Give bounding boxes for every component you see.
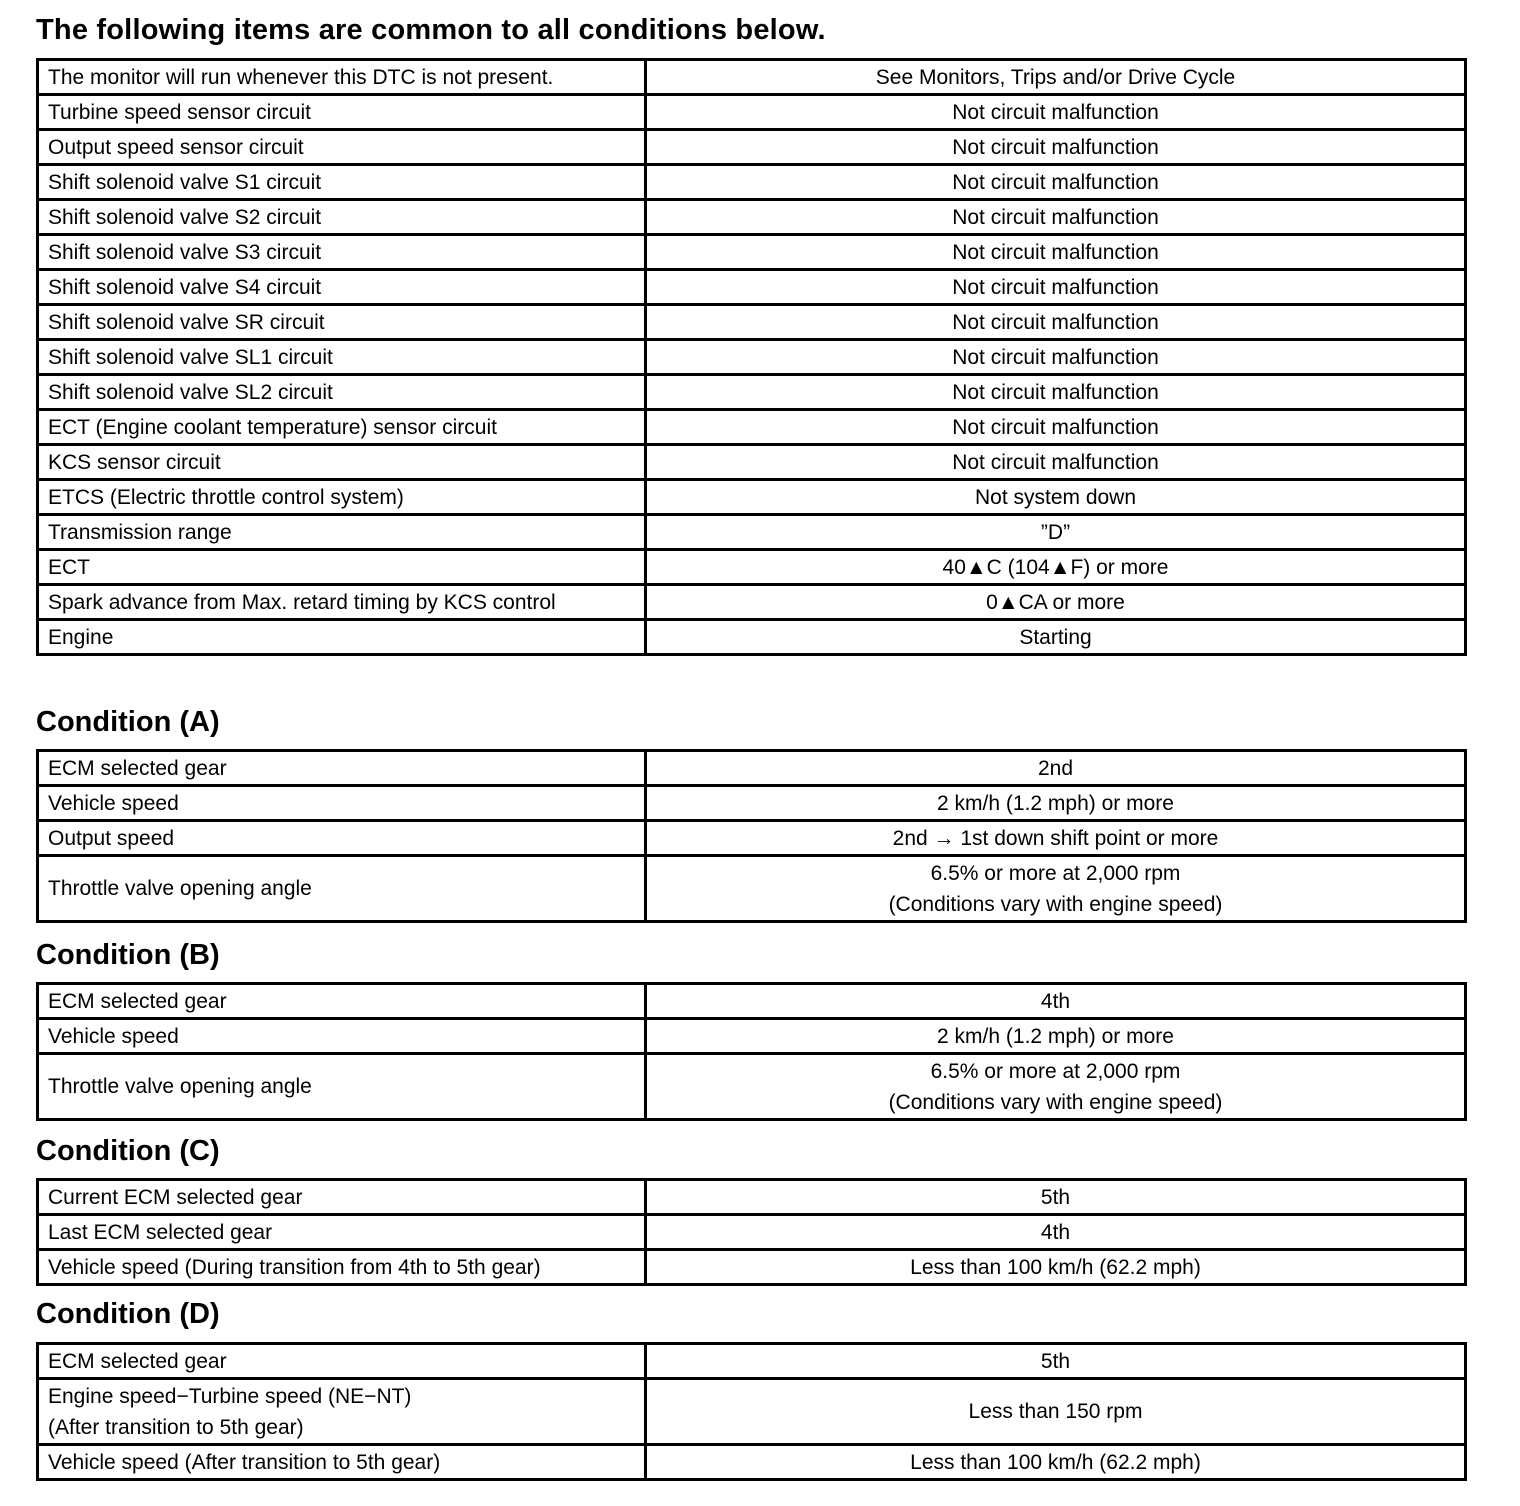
value-cell: Not circuit malfunction (646, 410, 1466, 445)
value-cell: 2nd (646, 751, 1466, 786)
table-row (38, 1379, 1466, 1445)
item-cell: Shift solenoid valve SL1 circuit (38, 340, 646, 375)
condition-a-table (36, 749, 1467, 923)
item-cell: ECT (Engine coolant temperature) sensor circuit (38, 410, 646, 445)
table-row (38, 620, 1466, 655)
value-cell (646, 1054, 1466, 1120)
value-cell: Starting (646, 620, 1466, 655)
table-row (38, 340, 1466, 375)
value-cell: Not circuit malfunction (646, 165, 1466, 200)
item-cell: Transmission range (38, 515, 646, 550)
value-cell: Less than 150 rpm (646, 1379, 1466, 1445)
item-cell: Vehicle speed (38, 1019, 646, 1054)
value-cell: Not circuit malfunction (646, 305, 1466, 340)
value-cell: 5th (646, 1180, 1466, 1215)
value-cell: 5th (646, 1344, 1466, 1379)
table-row (38, 235, 1466, 270)
table-row (38, 1250, 1466, 1285)
item-cell: Throttle valve opening angle (38, 1054, 646, 1120)
condition-b-title: Condition (B) (36, 939, 220, 971)
item-cell: Output speed sensor circuit (38, 130, 646, 165)
table-row (38, 305, 1466, 340)
value-cell: Not circuit malfunction (646, 270, 1466, 305)
value-cell: 40▲C (104▲F) or more (646, 550, 1466, 585)
table-row (38, 751, 1466, 786)
item-cell: ECM selected gear (38, 984, 646, 1019)
value-cell: 0▲CA or more (646, 585, 1466, 620)
table-row (38, 1180, 1466, 1215)
item-cell: Spark advance from Max. retard timing by KCS control (38, 585, 646, 620)
condition-c-table (36, 1178, 1467, 1286)
item-cell: Throttle valve opening angle (38, 856, 646, 922)
table-row (38, 130, 1466, 165)
item-cell: Output speed (38, 821, 646, 856)
condition-b-table (36, 982, 1467, 1121)
value-cell: Less than 100 km/h (62.2 mph) (646, 1445, 1466, 1480)
value-cell: 2 km/h (1.2 mph) or more (646, 1019, 1466, 1054)
table-row (38, 1019, 1466, 1054)
condition-a-title: Condition (A) (36, 706, 220, 738)
table-row (38, 1344, 1466, 1379)
value-cell: See Monitors, Trips and/or Drive Cycle (646, 60, 1466, 95)
value-cell: 2nd → 1st down shift point or more (646, 821, 1466, 856)
item-cell: KCS sensor circuit (38, 445, 646, 480)
table-row (38, 200, 1466, 235)
table-row (38, 375, 1466, 410)
value-line: 6.5% or more at 2,000 rpm (930, 1059, 1181, 1083)
table-row (38, 550, 1466, 585)
table-row (38, 165, 1466, 200)
table-row (38, 60, 1466, 95)
value-cell: Not circuit malfunction (646, 375, 1466, 410)
value-cell: 2 km/h (1.2 mph) or more (646, 786, 1466, 821)
item-cell: Shift solenoid valve S3 circuit (38, 235, 646, 270)
common-conditions-table (36, 58, 1467, 656)
value-cell: 4th (646, 984, 1466, 1019)
item-cell: Turbine speed sensor circuit (38, 95, 646, 130)
value-cell: ”D” (646, 515, 1466, 550)
value-cell: Not circuit malfunction (646, 200, 1466, 235)
item-cell: Vehicle speed (38, 786, 646, 821)
item-cell (38, 1379, 646, 1445)
item-cell: Shift solenoid valve S4 circuit (38, 270, 646, 305)
value-cell: Not circuit malfunction (646, 340, 1466, 375)
item-cell: The monitor will run whenever this DTC is not present. (38, 60, 646, 95)
value-cell: Not circuit malfunction (646, 130, 1466, 165)
item-cell: ETCS (Electric throttle control system) (38, 480, 646, 515)
item-cell: Last ECM selected gear (38, 1215, 646, 1250)
value-cell (646, 856, 1466, 922)
table-row (38, 445, 1466, 480)
item-cell: Shift solenoid valve S1 circuit (38, 165, 646, 200)
table-row (38, 1215, 1466, 1250)
item-cell: ECM selected gear (38, 1344, 646, 1379)
table-row (38, 1054, 1466, 1120)
value-cell: Not system down (646, 480, 1466, 515)
value-cell: 4th (646, 1215, 1466, 1250)
table-row (38, 1445, 1466, 1480)
table-row (38, 786, 1466, 821)
table-row (38, 480, 1466, 515)
table-row (38, 410, 1466, 445)
value-cell: Not circuit malfunction (646, 445, 1466, 480)
item-cell: Vehicle speed (During transition from 4th to 5th gear) (38, 1250, 646, 1285)
condition-c-title: Condition (C) (36, 1135, 220, 1167)
table-row (38, 585, 1466, 620)
table-row (38, 821, 1466, 856)
table-row (38, 270, 1466, 305)
item-cell: Shift solenoid valve SR circuit (38, 305, 646, 340)
table-row (38, 95, 1466, 130)
condition-d-title: Condition (D) (36, 1298, 220, 1330)
item-cell: Current ECM selected gear (38, 1180, 646, 1215)
value-cell: Not circuit malfunction (646, 95, 1466, 130)
item-cell: Shift solenoid valve S2 circuit (38, 200, 646, 235)
value-line: 6.5% or more at 2,000 rpm (930, 861, 1181, 885)
value-line: (Conditions vary with engine speed) (888, 892, 1223, 916)
value-cell: Not circuit malfunction (646, 235, 1466, 270)
item-cell: Vehicle speed (After transition to 5th gear) (38, 1445, 646, 1480)
item-cell: ECT (38, 550, 646, 585)
table-row (38, 515, 1466, 550)
table-row (38, 856, 1466, 922)
item-cell: Shift solenoid valve SL2 circuit (38, 375, 646, 410)
page-title: The following items are common to all conditions below. (36, 14, 826, 46)
value-line: (Conditions vary with engine speed) (888, 1090, 1223, 1114)
item-cell: Engine (38, 620, 646, 655)
table-row (38, 984, 1466, 1019)
item-line: (After transition to 5th gear) (48, 1415, 304, 1439)
item-cell: ECM selected gear (38, 751, 646, 786)
item-line: Engine speed−Turbine speed (NE−NT) (48, 1384, 412, 1408)
value-cell: Less than 100 km/h (62.2 mph) (646, 1250, 1466, 1285)
condition-d-table (36, 1342, 1467, 1481)
